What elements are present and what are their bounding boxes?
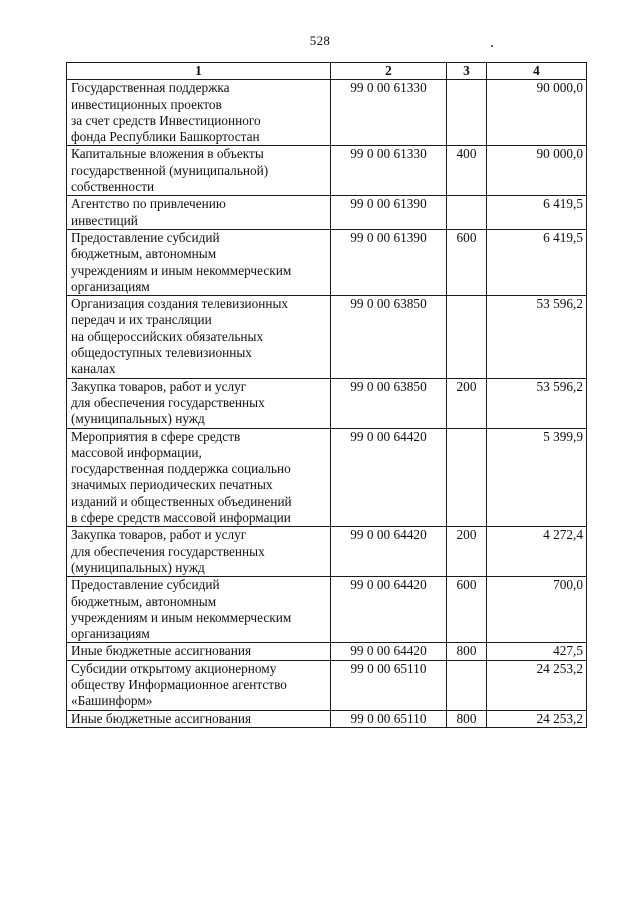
- row-sum-cell: 53 596,2: [487, 296, 587, 378]
- row-type-cell: 200: [447, 527, 487, 577]
- row-type-cell: 800: [447, 643, 487, 660]
- table-header-row: [67, 63, 587, 80]
- row-name-cell: Субсидии открытому акционерному обществу Информационное агентство «Башинформ»: [67, 660, 331, 710]
- row-sum-cell: 4 272,4: [487, 527, 587, 577]
- table-row: [67, 428, 587, 527]
- row-type-cell: [447, 428, 487, 527]
- scan-speck: [491, 45, 493, 47]
- header-col-3: 3: [447, 63, 487, 80]
- table-row: [67, 378, 587, 428]
- row-type-cell: 200: [447, 378, 487, 428]
- row-name-cell: Предоставление субсидий бюджетным, автономным учреждениям и иным некоммерческим организациям: [67, 229, 331, 295]
- row-type-cell: [447, 660, 487, 710]
- table-row: [67, 296, 587, 378]
- budget-table-body: [67, 63, 587, 728]
- row-code-cell: 99 0 00 63850: [331, 296, 447, 378]
- table-row: [67, 710, 587, 727]
- row-code-cell: 99 0 00 61390: [331, 229, 447, 295]
- row-name-cell: Капитальные вложения в объекты государственной (муниципальной) собственности: [67, 146, 331, 196]
- table-row: [67, 527, 587, 577]
- row-name-cell: Иные бюджетные ассигнования: [67, 643, 331, 660]
- row-name-cell: Закупка товаров, работ и услуг для обеспечения государственных (муниципальных) нужд: [67, 527, 331, 577]
- table-row: [67, 196, 587, 230]
- row-sum-cell: 90 000,0: [487, 146, 587, 196]
- row-sum-cell: 90 000,0: [487, 80, 587, 146]
- row-name-cell: Агентство по привлечению инвестиций: [67, 196, 331, 230]
- table-row: [67, 229, 587, 295]
- header-col-2: 2: [331, 63, 447, 80]
- row-sum-cell: 5 399,9: [487, 428, 587, 527]
- table-row: [67, 146, 587, 196]
- row-sum-cell: 6 419,5: [487, 196, 587, 230]
- row-code-cell: 99 0 00 64420: [331, 428, 447, 527]
- row-type-cell: 800: [447, 710, 487, 727]
- row-code-cell: 99 0 00 64420: [331, 527, 447, 577]
- table-row: [67, 660, 587, 710]
- page-number: 528: [309, 33, 331, 48]
- header-col-1: 1: [67, 63, 331, 80]
- row-sum-cell: 700,0: [487, 577, 587, 643]
- row-sum-cell: 53 596,2: [487, 378, 587, 428]
- row-type-cell: [447, 296, 487, 378]
- row-code-cell: 99 0 00 61330: [331, 80, 447, 146]
- row-code-cell: 99 0 00 63850: [331, 378, 447, 428]
- row-name-cell: Предоставление субсидий бюджетным, автономным учреждениям и иным некоммерческим организациям: [67, 577, 331, 643]
- row-sum-cell: 24 253,2: [487, 710, 587, 727]
- row-sum-cell: 427,5: [487, 643, 587, 660]
- budget-table: [66, 62, 587, 728]
- row-type-cell: [447, 80, 487, 146]
- row-name-cell: Закупка товаров, работ и услуг для обеспечения государственных (муниципальных) нужд: [67, 378, 331, 428]
- row-name-cell: Государственная поддержка инвестиционных проектов за счет средств Инвестиционного фонда Республики Башкортостан: [67, 80, 331, 146]
- table-row: [67, 577, 587, 643]
- row-sum-cell: 6 419,5: [487, 229, 587, 295]
- row-type-cell: 600: [447, 577, 487, 643]
- row-code-cell: 99 0 00 61390: [331, 196, 447, 230]
- row-name-cell: Организация создания телевизионных передач и их трансляции на общероссийских обязательных общедоступных телевизионных каналах: [67, 296, 331, 378]
- row-name-cell: Иные бюджетные ассигнования: [67, 710, 331, 727]
- row-code-cell: 99 0 00 65110: [331, 710, 447, 727]
- table-row: [67, 80, 587, 146]
- row-code-cell: 99 0 00 61330: [331, 146, 447, 196]
- row-type-cell: 400: [447, 146, 487, 196]
- row-name-cell: Мероприятия в сфере средств массовой информации, государственная поддержка социально значимых периодических печатных изданий и общественных объединений в сфере средств массовой информации: [67, 428, 331, 527]
- header-col-4: 4: [487, 63, 587, 80]
- row-sum-cell: 24 253,2: [487, 660, 587, 710]
- row-type-cell: 600: [447, 229, 487, 295]
- table-row: [67, 643, 587, 660]
- row-code-cell: 99 0 00 64420: [331, 643, 447, 660]
- row-code-cell: 99 0 00 65110: [331, 660, 447, 710]
- row-type-cell: [447, 196, 487, 230]
- row-code-cell: 99 0 00 64420: [331, 577, 447, 643]
